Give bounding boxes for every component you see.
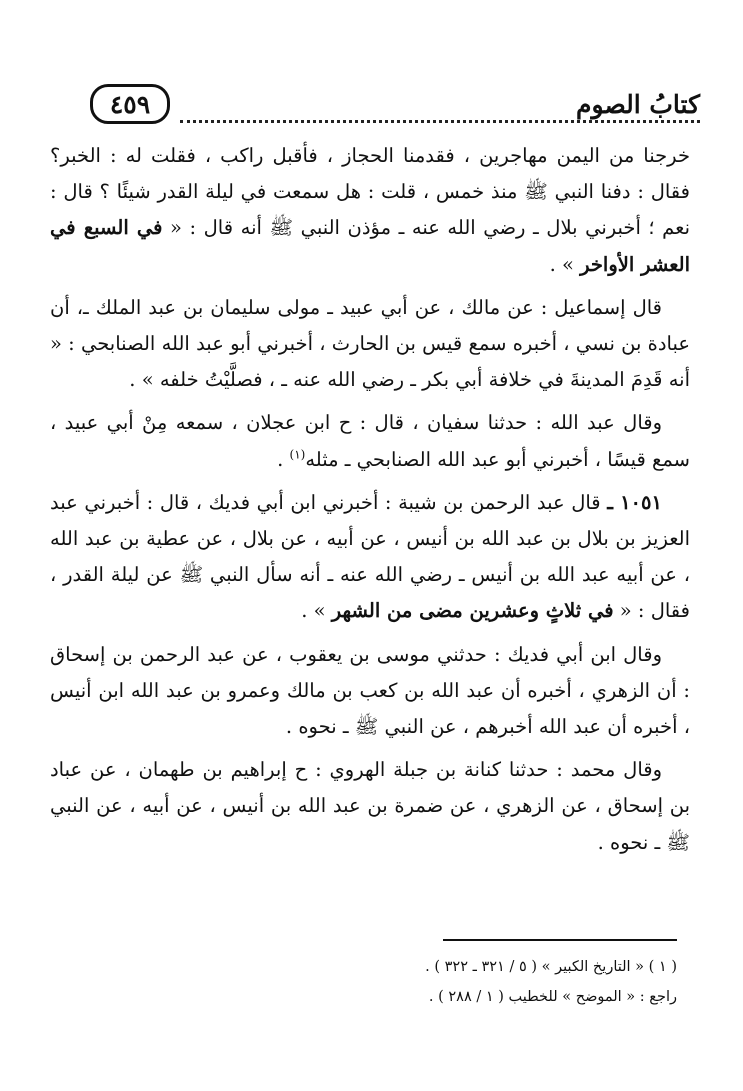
paragraph-text: وقال ابن أبي فديك : حدثني موسى بن يعقوب ، عن عبد الرحمن بن إسحاق : أن الزهري ، أخبره أن عبد الله بن كعب بن مالك وعمرو بن عبد الله ابن أنيس ، أخبره أن عبد الله أخبرهم ، عن النبي ﷺ ـ نحوه . — [50, 642, 690, 739]
paragraph-text: قال عبد الرحمن بن شيبة : أخبرني ابن أبي فديك ، قال : أخبرني عبد العزيز بن بلال بن عبد الله بن أنيس ، عن أبيه ، عن بلال ، عن عطية بن عبد الله ، عن أبيه عبد الله بن أنيس ـ رضي الله عنه ـ أنه سأل النبي ﷺ عن ليلة القدر ، فقال : « — [50, 490, 690, 623]
paragraph-text: خرجنا من اليمن مهاجرين ، فقدمنا الحجاز ، فأقبل راكب ، فقلت له : الخبر؟ فقال : دفنا النبي ﷺ منذ خمس ، قلت : هل سمعت في ليلة القدر شيئًا ؟ قال : نعم ؛ أخبرني بلال ـ رضي الله عنه ـ مؤذن النبي ﷺ أنه قال : « — [50, 144, 690, 240]
paragraph-text: وقال عبد الله : حدثنا سفيان ، قال : ح ابن عجلان ، سمعه مِنْ أبي عبيد ، سمع قيسًا ، أخبرني أبو عبد الله الصنابحي ـ مثله — [50, 411, 690, 471]
footnote-2: راجع : « الموضح » للخطيب ( ١ / ٢٨٨ ) . — [428, 989, 677, 1005]
header-divider — [180, 120, 700, 123]
paragraph-text: قال إسماعيل : عن مالك ، عن أبي عبيد ـ مولى سليمان بن عبد الملك ـ، أن عبادة بن نسي ، أخبره سمع قيس بن الحارث ، أخبرني أبو عبد الله الصنابحي : « أنه قَدِمَ المدينةَ في خلافة أبي بكر ـ رضي الله عنه ـ ، فصلَّيْتُ خلفه » . — [50, 295, 690, 392]
hadith-number: ١٠٥١ ـ — [607, 490, 662, 514]
paragraph — [50, 138, 690, 283]
paragraph-text: » . — [301, 599, 332, 623]
footnote-1: ( ١ ) « التاريخ الكبير » ( ٥ / ٣٢١ ـ ٣٢٢ ) . — [425, 959, 677, 975]
paragraph-text: . — [277, 447, 290, 471]
paragraph — [50, 637, 690, 746]
paragraph — [50, 485, 690, 630]
paragraph — [50, 290, 690, 399]
main-text — [50, 138, 690, 861]
page-title: كتابُ الصوم — [576, 90, 700, 119]
page-header — [80, 76, 700, 132]
paragraph-text: » . — [549, 252, 581, 276]
paragraph — [50, 752, 690, 861]
footnotes — [77, 952, 677, 1012]
footnote-reference: (١) — [289, 447, 306, 462]
bold-text: في السبع في العشر الأواخر — [50, 216, 690, 276]
page-number: ٤٥٩ — [109, 89, 151, 119]
bold-text: في ثلاثٍ وعشرين مضى من الشهر — [331, 599, 614, 623]
paragraph — [50, 405, 690, 477]
paragraph-text: وقال محمد : حدثنا كنانة بن جبلة الهروي : ح إبراهيم بن طهمان ، عن عباد بن إسحاق ، عن الزهري ، عن ضمرة بن عبد الله بن أنيس ، عن أبيه ، عن النبي ﷺ ـ نحوه . — [50, 758, 690, 854]
page-number-badge — [90, 84, 170, 124]
footnote-divider — [443, 939, 677, 941]
